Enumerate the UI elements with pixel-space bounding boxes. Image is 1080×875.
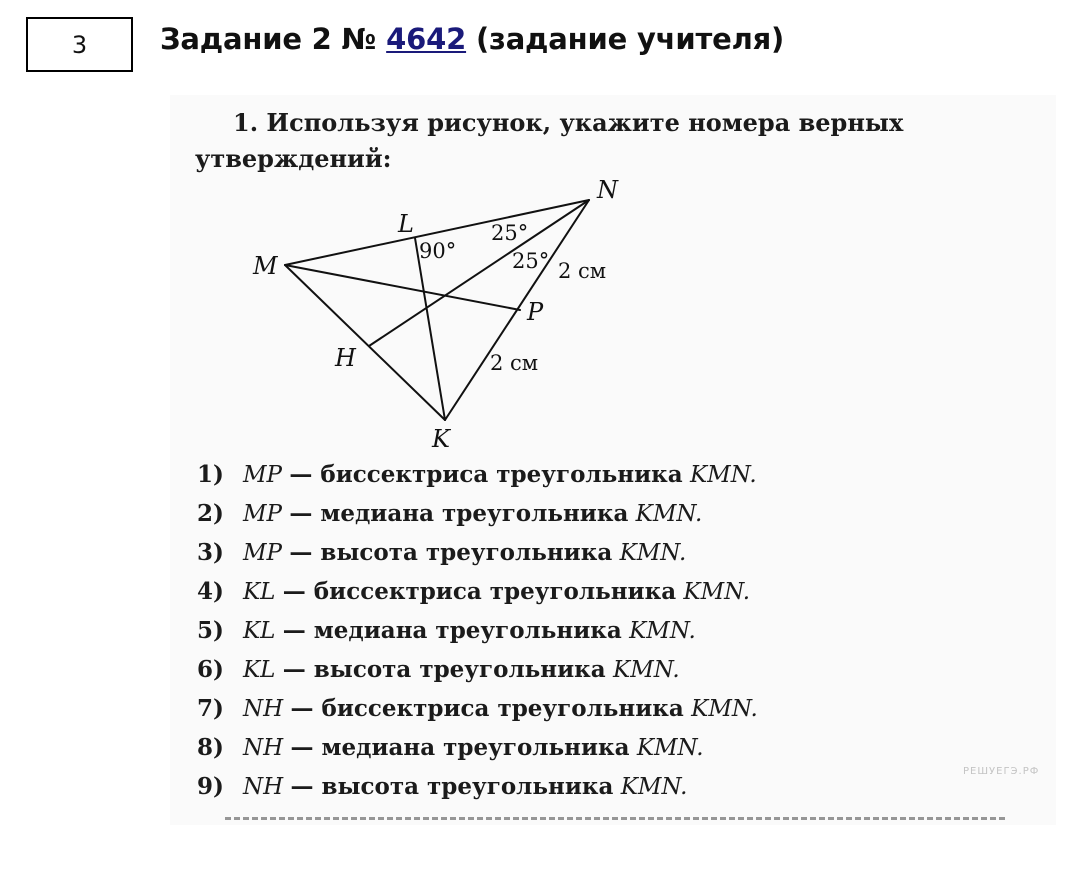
option-number: 8) (197, 734, 224, 761)
option-text: — биссектриса треугольника (282, 578, 677, 605)
option-number: 4) (197, 578, 224, 605)
task-id-link[interactable]: 4642 (386, 22, 467, 56)
option-text: — высота треугольника (282, 656, 606, 683)
option-item (197, 455, 758, 494)
segment-mp (285, 265, 520, 310)
option-triangle: KMN. (619, 540, 687, 566)
option-number: 1) (197, 461, 224, 488)
segment-kl (415, 238, 445, 420)
option-item (197, 650, 758, 689)
option-text: — высота треугольника (290, 773, 614, 800)
triangle-figure (225, 170, 645, 460)
option-number: 2) (197, 500, 224, 527)
option-text: — биссектриса треугольника (289, 461, 683, 488)
option-item (197, 572, 758, 611)
task-title-prefix: Задание 2 № (160, 22, 377, 56)
problem-scan (170, 95, 1056, 825)
option-triangle: KMN. (683, 579, 751, 605)
task-title-suffix: (задание учителя) (475, 22, 785, 56)
option-number: 6) (197, 656, 224, 683)
option-number: 9) (197, 773, 224, 800)
point-label-m: M (253, 252, 278, 280)
point-label-k: K (432, 425, 450, 453)
option-triangle: KMN. (635, 501, 703, 527)
option-text: — биссектриса треугольника (290, 695, 684, 722)
length-mark-pk: 2 см (490, 351, 539, 375)
problem-number: 1. (233, 108, 259, 137)
point-label-n: N (597, 176, 618, 204)
segment-km (285, 265, 445, 420)
cut-off-next-line (225, 817, 1005, 820)
option-segment: MP (243, 540, 283, 566)
option-text: — медиана треугольника (290, 734, 630, 761)
option-segment: NH (243, 774, 284, 800)
option-segment: NH (243, 696, 284, 722)
option-segment: MP (243, 462, 283, 488)
point-label-h: H (335, 344, 356, 372)
options-list (197, 455, 758, 806)
option-triangle: KMN. (691, 696, 758, 722)
option-triangle: KMN. (689, 462, 757, 488)
option-item (197, 494, 758, 533)
point-label-p: P (527, 298, 544, 326)
option-item (197, 611, 758, 650)
angle-mark-25-upper: 25° (491, 221, 529, 245)
option-item (197, 767, 758, 806)
watermark: РЕШУЕГЭ.РФ (963, 766, 1040, 777)
task-number: 3 (71, 30, 88, 59)
option-segment: KL (243, 579, 276, 605)
option-number: 3) (197, 539, 224, 566)
option-segment: KL (243, 657, 276, 683)
option-triangle: KMN. (629, 618, 696, 644)
option-segment: KL (243, 618, 276, 644)
option-text: — медиана треугольника (282, 617, 622, 644)
option-item (197, 533, 758, 572)
option-item (197, 689, 758, 728)
point-label-l: L (398, 210, 414, 238)
problem-prompt (195, 105, 1045, 177)
option-text: — высота треугольника (289, 539, 613, 566)
option-text: — медиана треугольника (289, 500, 629, 527)
option-segment: NH (243, 735, 284, 761)
angle-mark-25-lower: 25° (512, 249, 550, 273)
length-mark-np: 2 см (558, 259, 607, 283)
option-item (197, 728, 758, 767)
task-number-box (26, 17, 133, 72)
option-triangle: KMN. (620, 774, 688, 800)
option-segment: MP (243, 501, 283, 527)
option-number: 7) (197, 695, 224, 722)
task-title (160, 22, 784, 56)
problem-text: Используя рисунок, укажите номера верных утверждений: (195, 108, 904, 173)
option-triangle: KMN. (613, 657, 680, 683)
angle-mark-90: 90° (419, 239, 457, 263)
option-triangle: KMN. (636, 735, 704, 761)
option-number: 5) (197, 617, 224, 644)
